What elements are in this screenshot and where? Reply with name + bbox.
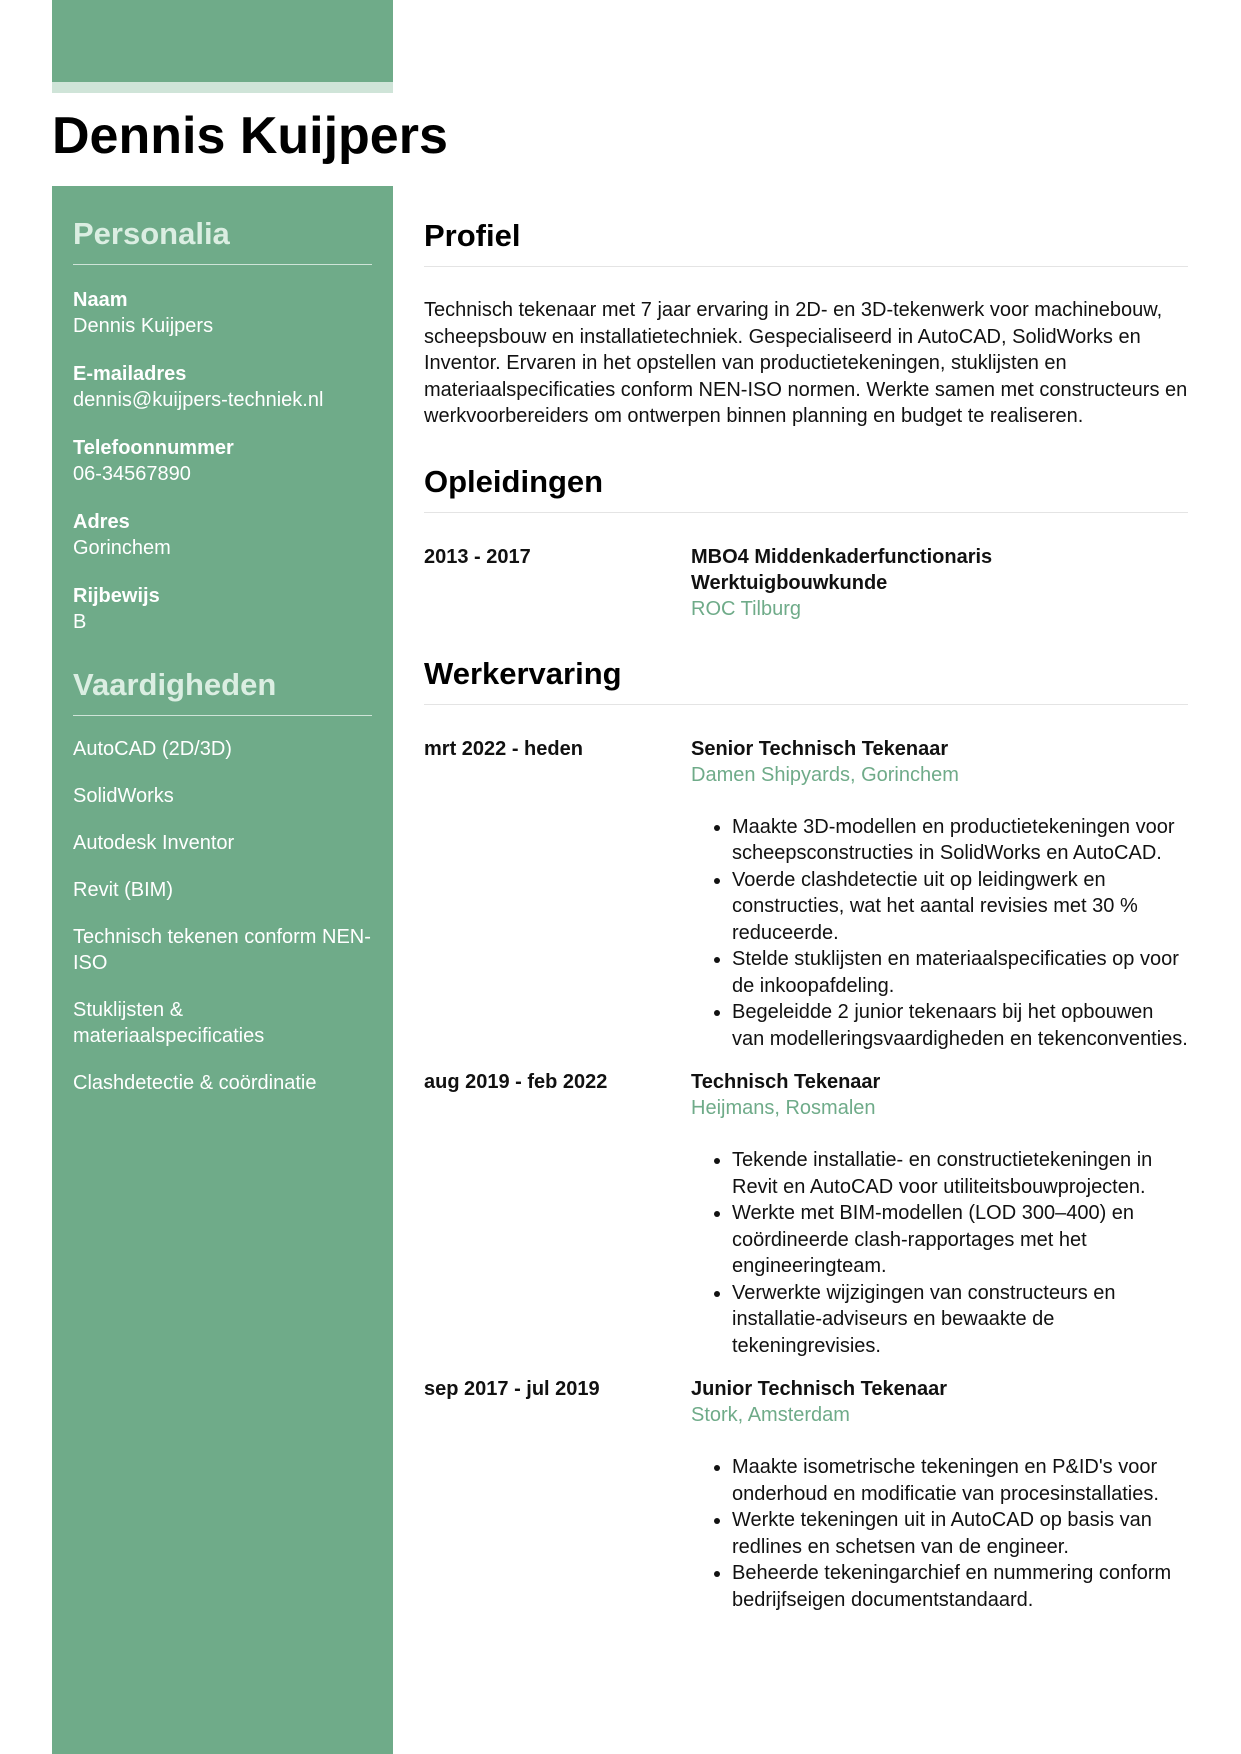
skills-list <box>73 736 372 1096</box>
personalia-label: E-mailadres <box>73 363 187 385</box>
experience-bullet: • Begeleidde 2 junior tekenaars bij het opbouwen van modelleringsvaardigheden en tekenconventies. <box>732 999 1188 1052</box>
skill-item: AutoCAD (2D/3D) <box>73 738 232 760</box>
education-section <box>424 432 1188 622</box>
experience-body <box>691 1069 1188 1359</box>
experience-title: Technisch Tekenaar <box>691 1071 881 1093</box>
profile-heading: Profiel <box>424 186 1188 267</box>
personalia-value: Gorinchem <box>73 537 171 559</box>
personalia-item <box>73 435 372 487</box>
education-body <box>691 544 1188 622</box>
experience-bullets <box>691 1454 1188 1613</box>
experience-bullet: • Tekende installatie- en constructietekeningen in Revit en AutoCAD voor utiliteitsbouwprojecten. <box>732 1147 1188 1200</box>
experience-title: Junior Technisch Tekenaar <box>691 1378 948 1400</box>
experience-employer: Heijmans, Rosmalen <box>691 1097 876 1119</box>
experience-heading: Werkervaring <box>424 624 1188 705</box>
personalia-list <box>73 287 372 635</box>
experience-bullets <box>691 814 1188 1053</box>
sidebar <box>52 186 393 1754</box>
personalia-item <box>73 509 372 561</box>
personalia-value: Dennis Kuijpers <box>73 315 214 337</box>
experience-bullet: • Voerde clashdetectie uit op leidingwerk en constructies, wat het aantal revisies met 30 % reduceerde. <box>732 867 1188 947</box>
header-accent-bar <box>52 0 393 82</box>
education-period: 2013 - 2017 <box>424 545 531 568</box>
personalia-label: Naam <box>73 289 128 311</box>
experience-period: mrt 2022 - heden <box>424 737 583 760</box>
skills-section <box>73 667 372 1096</box>
education-entry <box>424 544 1188 622</box>
education-institution: ROC Tilburg <box>691 597 802 620</box>
skill-item: Autodesk Inventor <box>73 832 235 854</box>
header-accent-line <box>52 82 393 93</box>
experience-section <box>424 624 1188 1614</box>
experience-bullet: • Verwerkte wijzigingen van constructeurs en installatie-adviseurs en bewaakte de tekeningrevisies. <box>732 1280 1188 1360</box>
experience-employer: Damen Shipyards, Gorinchem <box>691 763 959 786</box>
personalia-item <box>73 361 372 413</box>
experience-period: sep 2017 - jul 2019 <box>424 1378 600 1400</box>
education-title: MBO4 Middenkaderfunctionaris Werktuigbouwkunde <box>691 545 993 594</box>
personalia-item <box>73 287 372 339</box>
personalia-value: dennis@kuijpers-techniek.nl <box>73 389 324 411</box>
education-list <box>424 544 1188 622</box>
personalia-label: Rijbewijs <box>73 585 160 607</box>
experience-entry <box>424 736 1188 1053</box>
experience-bullet: • Maakte isometrische tekeningen en P&ID's voor onderhoud en modificatie van procesinstallaties. <box>732 1454 1188 1507</box>
experience-bullet: • Beheerde tekeningarchief en nummering conform bedrijfseigen documentstandaard. <box>732 1560 1188 1613</box>
main-content <box>424 186 1188 1613</box>
personalia-section <box>73 216 372 635</box>
experience-body <box>691 1376 1188 1613</box>
personalia-label: Telefoonnummer <box>73 437 234 459</box>
personalia-item <box>73 583 372 635</box>
skill-item: Technisch tekenen conform NEN-ISO <box>73 926 371 974</box>
experience-period: aug 2019 - feb 2022 <box>424 1071 608 1093</box>
skills-heading: Vaardigheden <box>73 667 372 716</box>
experience-title: Senior Technisch Tekenaar <box>691 737 949 760</box>
skill-item: SolidWorks <box>73 785 174 807</box>
experience-body <box>691 736 1188 1053</box>
personalia-value: 06-34567890 <box>73 463 191 485</box>
experience-employer: Stork, Amsterdam <box>691 1404 850 1426</box>
profile-text: Technisch tekenaar met 7 jaar ervaring in 2D- en 3D-tekenwerk voor machinebouw, scheepsbouw en installatietechniek. Gespecialiseerd in AutoCAD, SolidWorks en Inventor. Ervaren in het opstellen van productietekeningen, stuklijsten en materiaalspecificaties conform NEN-ISO normen. Werkte samen met constructeurs en werkvoorbereiders om ontwerpen binnen planning en budget te realiseren. <box>424 299 1188 427</box>
candidate-name: Dennis Kuijpers <box>52 107 448 165</box>
profile-section <box>424 186 1188 430</box>
experience-bullet: • Stelde stuklijsten en materiaalspecificaties op voor de inkoopafdeling. <box>732 946 1188 999</box>
experience-list <box>424 736 1188 1614</box>
experience-entry <box>424 1069 1188 1359</box>
experience-bullet: • Werkte tekeningen uit in AutoCAD op basis van redlines en schetsen van de engineer. <box>732 1507 1188 1560</box>
skill-item: Revit (BIM) <box>73 879 173 901</box>
personalia-value: B <box>73 611 87 633</box>
personalia-label: Adres <box>73 511 130 533</box>
experience-bullets <box>691 1147 1188 1359</box>
skill-item: Stuklijsten & materiaalspecificaties <box>73 999 265 1047</box>
experience-entry <box>424 1376 1188 1613</box>
skill-item: Clashdetectie & coördinatie <box>73 1072 317 1094</box>
education-heading: Opleidingen <box>424 432 1188 513</box>
personalia-heading: Personalia <box>73 216 372 265</box>
experience-bullet: • Maakte 3D-modellen en productietekeningen voor scheepsconstructies in SolidWorks en AutoCAD. <box>732 814 1188 867</box>
experience-bullet: • Werkte met BIM-modellen (LOD 300–400) en coördineerde clash-rapportages met het engineeringteam. <box>732 1200 1188 1280</box>
